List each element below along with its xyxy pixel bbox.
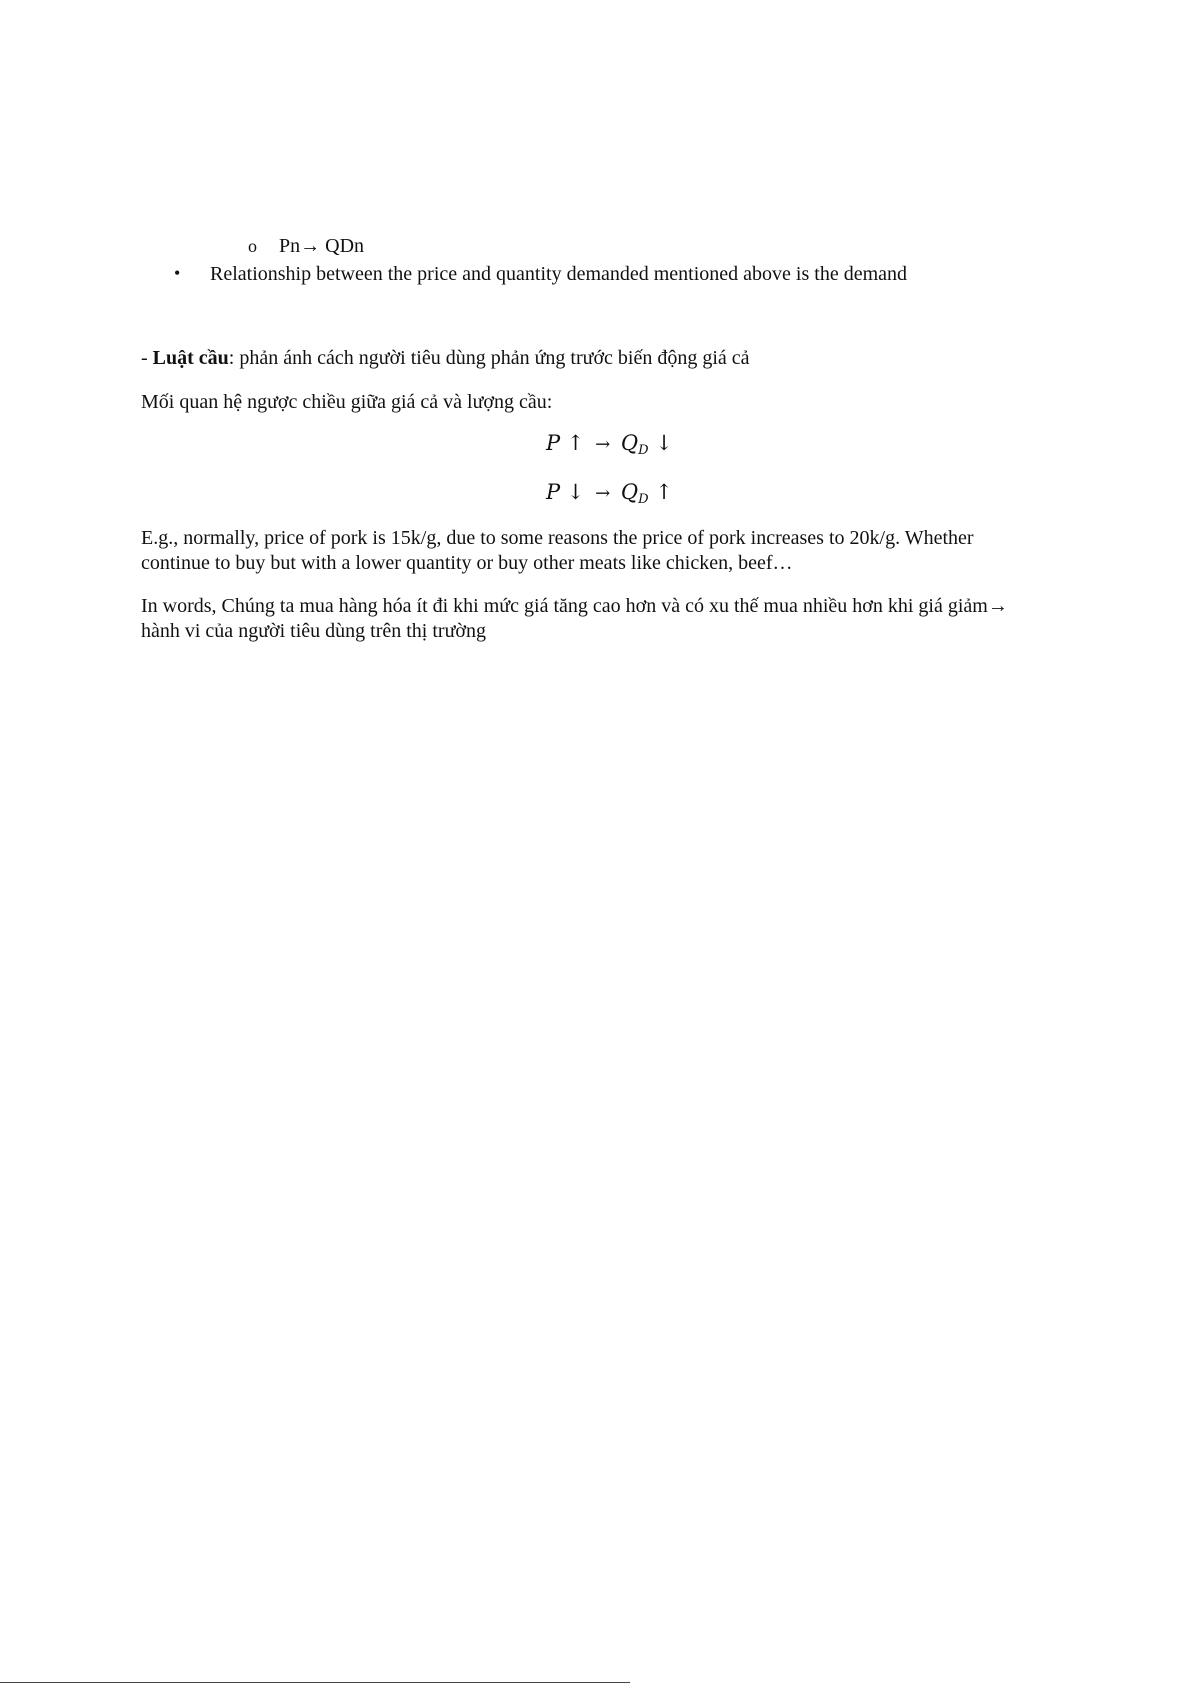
formula-lhs: P ↑ [546, 431, 585, 455]
bullet-item [174, 262, 907, 287]
formula-price-up [546, 430, 673, 459]
in-words-paragraph: In words, Chúng ta mua hàng hóa ít đi khi mức giá tăng cao hơn và có xu thế mua nhiều hơn khi giá giảm→ hành vi của người tiêu dùng trên thị trường [141, 595, 1008, 642]
sub-bullet-item [248, 234, 364, 259]
right-arrow-icon: → [595, 483, 611, 504]
formula-subscript: D [638, 443, 649, 458]
formula-rhs: ↓ [648, 431, 673, 455]
law-term: Luật cầu [152, 347, 229, 369]
formula-rhs: ↑ [648, 480, 673, 504]
bullet-text: Relationship between the price and quantity demanded mentioned above is the demand [210, 263, 908, 285]
footer-divider [0, 1682, 630, 1683]
example-paragraph: E.g., normally, price of pork is 15k/g, due to some reasons the price of pork increases to 20k/g. Whether continue to buy but with a lower quantity or buy other meats like chicken, beef… [141, 527, 974, 574]
formula-q: Q [620, 431, 639, 455]
formula-price-down [546, 479, 673, 508]
law-definition: : phản ánh cách người tiêu dùng phản ứng trước biến động giá cả [228, 347, 750, 369]
hollow-bullet-icon: o [248, 236, 257, 256]
law-of-demand-line [141, 346, 750, 371]
formula-subscript: D [638, 492, 649, 507]
inverse-relation-text: Mối quan hệ ngược chiều giữa giá cả và lượng cầu: [141, 391, 553, 413]
sub-bullet-text: Pn→ QDn [279, 235, 365, 257]
bullet-icon: • [174, 263, 181, 283]
formula-lhs: P ↓ [546, 480, 585, 504]
law-prefix: - [141, 347, 153, 369]
right-arrow-icon: → [595, 434, 611, 455]
formula-q: Q [620, 480, 639, 504]
